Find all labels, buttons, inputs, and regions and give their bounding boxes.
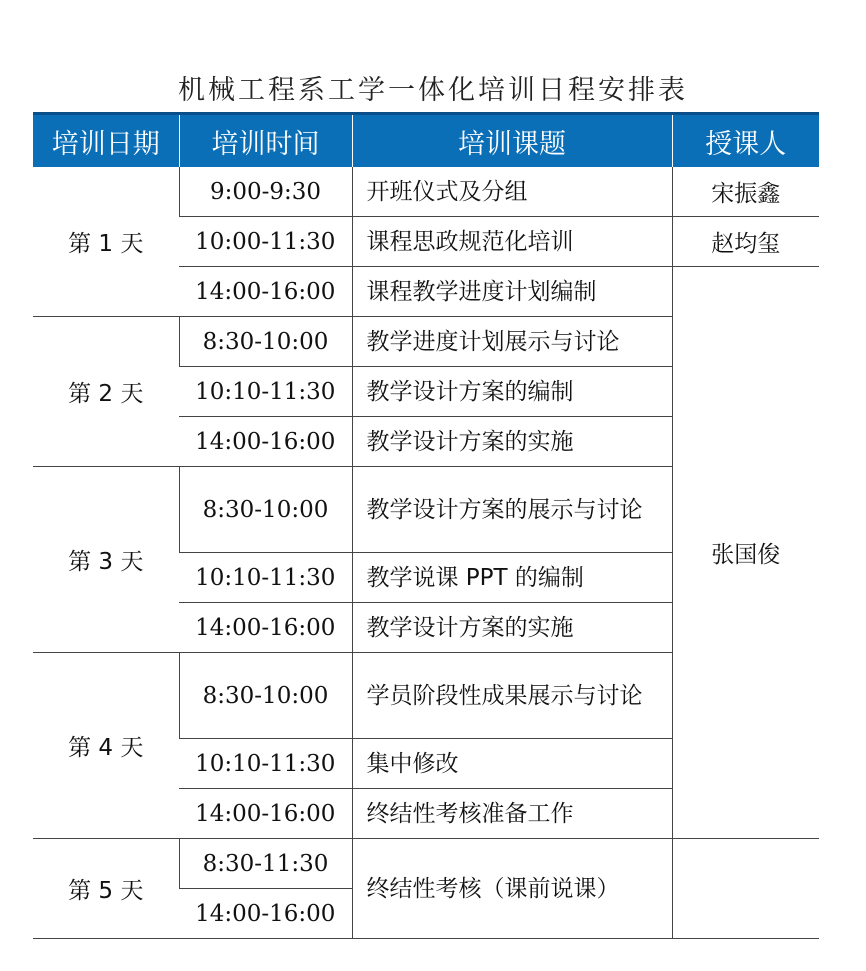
header-row (33, 114, 819, 168)
time-cell: 10:10-11:30 (179, 553, 352, 603)
time-cell: 10:10-11:30 (179, 367, 352, 417)
day-cell: 第 4 天 (33, 653, 179, 839)
teacher-cell: 宋振鑫 (672, 167, 819, 217)
header-topic: 培训课题 (352, 114, 672, 168)
topic-cell: 教学说课 PPT 的编制 (352, 553, 672, 603)
teacher-cell: 张国俊 (672, 267, 819, 839)
time-cell: 8:30-10:00 (179, 467, 352, 553)
topic-cell: 学员阶段性成果展示与讨论 (352, 653, 672, 739)
topic-cell: 教学设计方案的实施 (352, 417, 672, 467)
time-cell: 14:00-16:00 (179, 603, 352, 653)
page-title: 机械工程系工学一体化培训日程安排表 (178, 75, 688, 106)
table-row (33, 167, 819, 217)
time-cell: 8:30-11:30 (179, 839, 352, 889)
topic-cell: 教学设计方案的展示与讨论 (352, 467, 672, 553)
topic-cell: 课程思政规范化培训 (352, 217, 672, 267)
topic-cell: 课程教学进度计划编制 (352, 267, 672, 317)
header-time: 培训时间 (179, 114, 352, 168)
schedule-table (33, 112, 819, 939)
header-teacher: 授课人 (672, 114, 819, 168)
teacher-cell (672, 839, 819, 939)
time-cell: 10:10-11:30 (179, 739, 352, 789)
day-cell: 第 2 天 (33, 317, 179, 467)
day-cell: 第 5 天 (33, 839, 179, 939)
time-cell: 9:00-9:30 (179, 167, 352, 217)
time-cell: 14:00-16:00 (179, 267, 352, 317)
day-cell: 第 3 天 (33, 467, 179, 653)
topic-cell: 教学设计方案的实施 (352, 603, 672, 653)
topic-cell: 开班仪式及分组 (352, 167, 672, 217)
table-row (33, 839, 819, 889)
time-cell: 10:00-11:30 (179, 217, 352, 267)
time-cell: 14:00-16:00 (179, 889, 352, 939)
time-cell: 8:30-10:00 (179, 653, 352, 739)
topic-cell: 教学进度计划展示与讨论 (352, 317, 672, 367)
time-cell: 14:00-16:00 (179, 789, 352, 839)
topic-cell: 集中修改 (352, 739, 672, 789)
day-cell: 第 1 天 (33, 167, 179, 317)
topic-cell: 终结性考核（课前说课） (352, 839, 672, 939)
topic-cell: 终结性考核准备工作 (352, 789, 672, 839)
header-date: 培训日期 (33, 114, 179, 168)
topic-cell: 教学设计方案的编制 (352, 367, 672, 417)
time-cell: 14:00-16:00 (179, 417, 352, 467)
time-cell: 8:30-10:00 (179, 317, 352, 367)
teacher-cell: 赵均玺 (672, 217, 819, 267)
